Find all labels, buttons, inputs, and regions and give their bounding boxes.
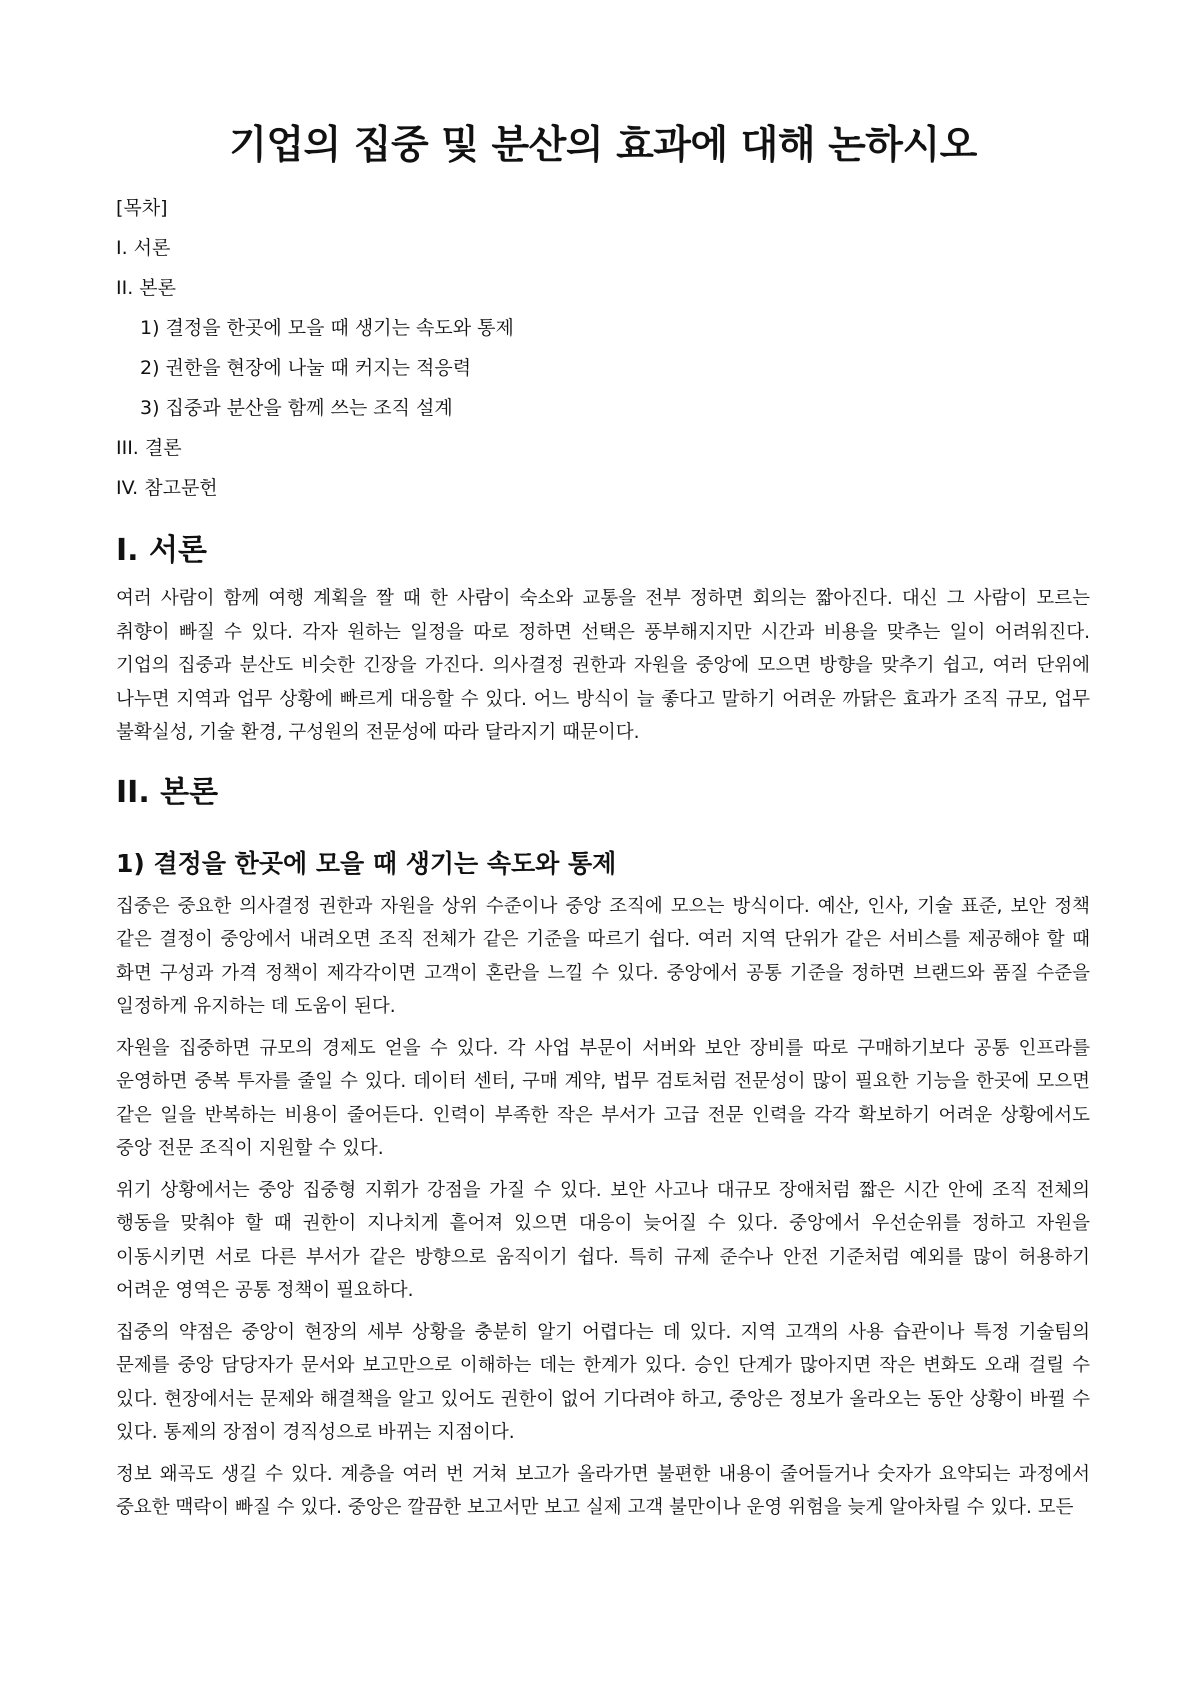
- toc-item-body-2: 2) 권한을 현장에 나눌 때 커지는 적응력: [140, 357, 472, 379]
- paragraph: 정보 왜곡도 생길 수 있다. 계층을 여러 번 거쳐 보고가 올라가면 불편한 내용이 줄어들거나 숫자가 요약되는 과정에서 중요한 맥락이 빠질 수 있다. 중앙은 깔끔한 보고서만 보고 실제 고객 불만이나 운영 위험을 늦게 알아차릴 수 있다. 모든: [116, 1463, 1090, 1518]
- toc-item-body-3: 3) 집중과 분산을 함께 쓰는 조직 설계: [140, 397, 453, 419]
- toc-heading: [목차]: [116, 197, 168, 219]
- section-heading-body: II. 본론: [116, 774, 219, 810]
- document-title: 기업의 집중 및 분산의 효과에 대해 논하시오: [229, 123, 977, 168]
- paragraph: 여러 사람이 함께 여행 계획을 짤 때 한 사람이 숙소와 교통을 전부 정하면 회의는 짧아진다. 대신 그 사람이 모르는 취향이 빠질 수 있다. 각자 원하는 일정을 따로 정하면 선택은 풍부해지지만 시간과 비용을 맞추는 일이 어려워진다. 기업의 집중과 분산도 비슷한 긴장을 가진다. 의사결정 권한과 자원을 중앙에 모으면 방향을 맞추기 쉽고, 여러 단위에 나누면 지역과 업무 상황에 빠르게 대응할 수 있다. 어느 방식이 늘 좋다고 말하기 어려운 까닭은 효과가 조직 규모, 업무 불확실성, 기술 환경, 구성원의 전문성에 따라 달라지기 때문이다.: [116, 588, 1090, 743]
- toc-item-body: II. 본론: [116, 277, 176, 299]
- document-page: [116, 0, 1090, 1533]
- section-introduction: [116, 530, 1090, 750]
- toc-item-conclusion: III. 결론: [116, 437, 182, 459]
- section-body: [116, 772, 1090, 1525]
- paragraph: 자원을 집중하면 규모의 경제도 얻을 수 있다. 각 사업 부문이 서버와 보안 장비를 따로 구매하기보다 공통 인프라를 운영하면 중복 투자를 줄일 수 있다. 데이터 센터, 구매 계약, 법무 검토처럼 전문성이 많이 필요한 기능을 한곳에 모으면 같은 일을 반복하는 비용이 줄어든다. 인력이 부족한 작은 부서가 고급 전문 인력을 각각 확보하기 어려운 상황에서도 중앙 전문 조직이 지원할 수 있다.: [116, 1037, 1090, 1159]
- toc-item-references: IV. 참고문헌: [116, 477, 218, 499]
- paragraph: 위기 상황에서는 중앙 집중형 지휘가 강점을 가질 수 있다. 보안 사고나 대규모 장애처럼 짧은 시간 안에 조직 전체의 행동을 맞춰야 할 때 권한이 지나치게 흩어져 있으면 대응이 늦어질 수 있다. 중앙에서 우선순위를 정하고 자원을 이동시키면 서로 다른 부서가 같은 방향으로 움직이기 쉽다. 특히 규제 준수나 안전 기준처럼 예외를 많이 허용하기 어려운 영역은 공통 정책이 필요하다.: [116, 1179, 1090, 1301]
- paragraph: 집중의 약점은 중앙이 현장의 세부 상황을 충분히 알기 어렵다는 데 있다. 지역 고객의 사용 습관이나 특정 기술팀의 문제를 중앙 담당자가 문서와 보고만으로 이해하는 데는 한계가 있다. 승인 단계가 많아지면 작은 변화도 오래 걸릴 수 있다. 현장에서는 문제와 해결책을 알고 있어도 권한이 없어 기다려야 하고, 중앙은 정보가 올라오는 동안 상황이 바뀔 수 있다. 통제의 장점이 경직성으로 바뀌는 지점이다.: [116, 1321, 1090, 1443]
- section-heading-introduction: I. 서론: [116, 533, 207, 568]
- toc-item-intro: I. 서론: [116, 237, 171, 259]
- toc-item-body-1: 1) 결정을 한곳에 모을 때 생기는 속도와 통제: [140, 317, 514, 339]
- subsection-heading-1: 1) 결정을 한곳에 모을 때 생기는 속도와 통제: [116, 848, 617, 878]
- paragraph: 집중은 중요한 의사결정 권한과 자원을 상위 수준이나 중앙 조직에 모으는 방식이다. 예산, 인사, 기술 표준, 보안 정책 같은 결정이 중앙에서 내려오면 조직 전체가 같은 기준을 따르기 쉽다. 여러 지역 단위가 같은 서비스를 제공해야 할 때 화면 구성과 가격 정책이 제각각이면 고객이 혼란을 느낄 수 있다. 중앙에서 공통 기준을 정하면 브랜드와 품질 수준을 일정하게 유지하는 데 도움이 된다.: [116, 895, 1090, 1017]
- table-of-contents: [116, 188, 1090, 508]
